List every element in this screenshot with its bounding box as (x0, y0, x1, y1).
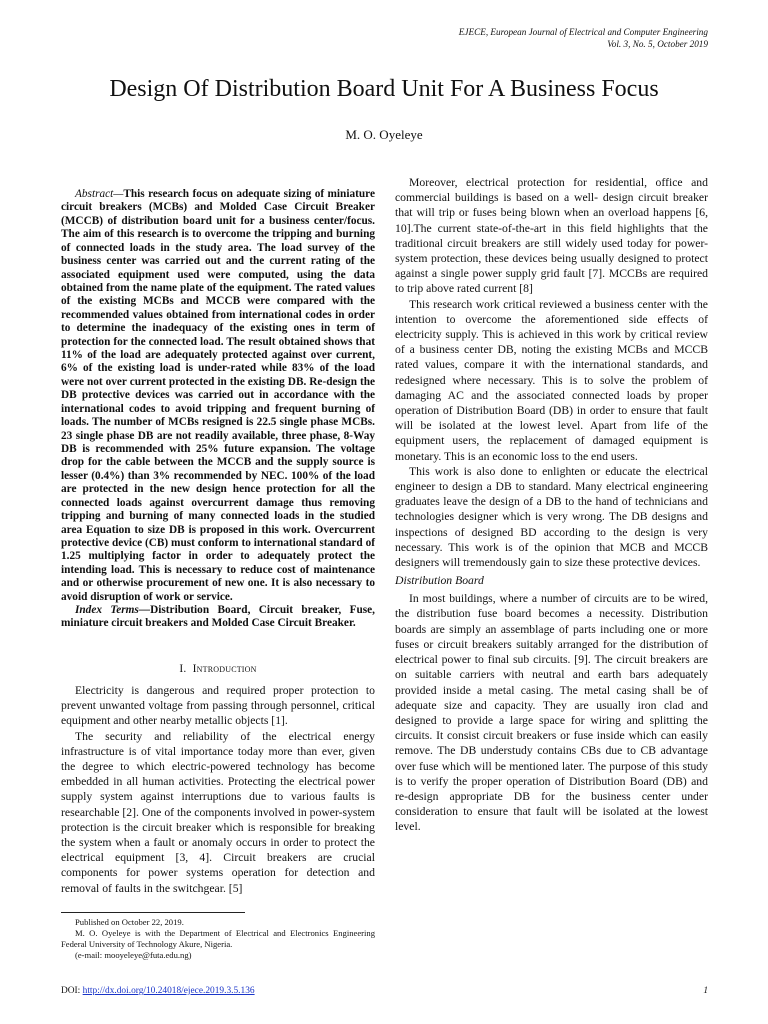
footnote-rule (61, 912, 245, 913)
footnote-published: Published on October 22, 2019. (75, 917, 184, 927)
abstract-text: This research focus on adequate sizing of miniature circuit breakers (MCBs) and Molded Case Circuit Breaker (MCCB) of distribution board unit for a business center/focus. The aim of this research is to overcome the tripping and burning of connected loads in the study area. The load survey of the business center was carried out and the current rating of the associated equipment used were computed, using the data obtained from the name plate of the equipment. The rated values of the existing MCBs and MCCB were compared with the recommended values obtained from international codes in order to determine the inadequacy of the existing ones in term of protection for the connected load. The result obtained shows that 11% of the load are adequately protected against over current, 6% of the existing load is under-rated while 83% of the load were not over current protected in the existing DB. Re-design the DB protective devices was carried out in accordance with the international codes to avoid tripping and frequent burning of loads. The number of MCBs resigned is 22.5 single phase MCBs. 23 single phase DB are not readily available, three phase, 8-Way DB is recommended with 25% future expansion. The voltage drop for the cable between the MCCB and the supply source is lesser (0.4%) than 3% recommended by NEC. 100% of the load are protected in the new design hence protection for all the connected loads against overcurrent damage thus removing tripping and burning of many connected loads in the studied area Equation to size DB is proposed in this work. Overcurrent protective device (CB) must conform to international standard of 1.25 multiplying factor in order to adequately protect the intending load. This is necessary to reduce cost of maintenance and or otherwise procurement of new one. It is also necessary to avoid disruption of work or service. (61, 188, 375, 603)
intro-paragraph-2: The security and reliability of the electrical energy infrastructure is of vital importance today more than ever, given the degree to which electric-powered technology has become embedded in all human activities. Protecting the electrical power supply system against interruptions due to various faults is researchable [2]. One of the components involved in power-system protection is the circuit breaker which is responsible for breaking the system when a fault or anomaly occurs in order to protect the electrical equipment [3, 4]. Circuit breakers are crucial components for power systems operation for detection and removal of faults in the switchgear. [5] (61, 729, 375, 895)
intro-paragraph-1: Electricity is dangerous and required proper protection to prevent unwanted voltage from passing through personnel, critical equipment and other nearby metallic objects [1]. (61, 683, 375, 728)
author-name: M. O. Oyeleye (345, 127, 423, 142)
page-number: 1 (703, 986, 708, 996)
index-terms-dash: — (138, 604, 151, 617)
running-header (459, 26, 708, 50)
paper-title: Design Of Distribution Board Unit For A Business Focus (109, 76, 659, 102)
abstract-dash: — (113, 188, 124, 200)
doi-link[interactable]: http://dx.doi.org/10.24018/ejece.2019.3.5.136 (82, 986, 255, 996)
distribution-board-paragraph: In most buildings, where a number of circuits are to be wired, the distribution fuse board becomes a necessity. Distribution boards are simply an assemblage of parts including one or more fuses or circuit breakers suitably arranged for the distribution of electrical power to final sub circuits. [9]. The circuit breakers are on suitable carriers with neutral and earth bars adequately provided inside a metal casing. The metal casing shall be of adequate size and capacity. They are usually iron clad and designed to provide a large space for wiring and splitting the circuits. It consist circuit breakers or fuse inside which can easily remove. The DB understudy contains CBs due to CB advantage over fuse which will be mentioned later. The purpose of this study is to verify the proper operation of Distribution Board (DB) and re-design appropriate DB for the business center under consideration to ensure that fault will be isolated at the lowest level. (395, 592, 708, 834)
index-terms-label: Index Terms (75, 604, 139, 617)
doi-label: DOI: (61, 986, 81, 996)
footnote-email: (e-mail: mooyeleye@futa.edu.ng) (75, 950, 192, 960)
left-column (61, 188, 375, 896)
subsection-heading-distribution-board: Distribution Board (395, 574, 484, 588)
index-terms (61, 604, 375, 631)
right-paragraph-3: This work is also done to enlighten or educate the electrical engineer to design a DB to standard. Many electrical engineering graduates leave the design of a DB to the hand of technicians and technologies designer which is very wrong. The DB designs and inspections of designed BD according to the design is very necessary. This work is of the opinion that MCB and MCCB designers will tremendously gain to size these protective devices. (395, 464, 708, 570)
right-column (395, 175, 708, 835)
abstract-label: Abstract (75, 188, 114, 200)
doi (61, 986, 255, 996)
journal-issue: Vol. 3, No. 5, October 2019 (607, 39, 708, 49)
index-terms-text: Distribution Board, Circuit breaker, Fuse, miniature circuit breakers and Molded Case Circuit Breaker. (61, 604, 375, 630)
section-number: I. (179, 662, 187, 675)
section-title-initial: I (192, 662, 197, 675)
section-title-rest: ntroduction (196, 662, 257, 675)
footnotes (61, 917, 375, 961)
journal-name: EJECE, European Journal of Electrical and Computer Engineering (458, 27, 708, 37)
page-footer (61, 986, 708, 996)
abstract (61, 188, 375, 604)
footnote-affiliation: M. O. Oyeleye is with the Department of Electrical and Electronics Engineering Federal University of Technology Akure, Nigeria. (61, 928, 375, 949)
section-heading-introduction (61, 663, 375, 675)
right-paragraph-1: Moreover, electrical protection for residential, office and commercial buildings is based on a well- design circuit breaker that will trip or fuses being blown when an overload happens [6, 10].The current state-of-the-art in this field highlights that the traditional circuit breakers are still widely used today for power-system protection, these devices being usually designed to protect against a single power supply grid fault [7]. MCCBs are required to trip above rated current [8] (395, 176, 708, 296)
right-paragraph-2: This research work critical reviewed a business center with the intention to overcome the aforementioned side effects of electricity supply. This is achieved in this work by critical review of a business center DB, noting the existing MCBs and MCCB rated values, compare it with the international standards, and redesigned where necessary. This is to solve the problem of damaging AC and the associated connected loads by proper operation of Distribution Board (DB) in order to ensure that fault will be isolated at the lowest level. Apart from life of the equipment users, the replacement of damaged equipment is monetary. This is an economic loss to the end users. (395, 297, 708, 463)
